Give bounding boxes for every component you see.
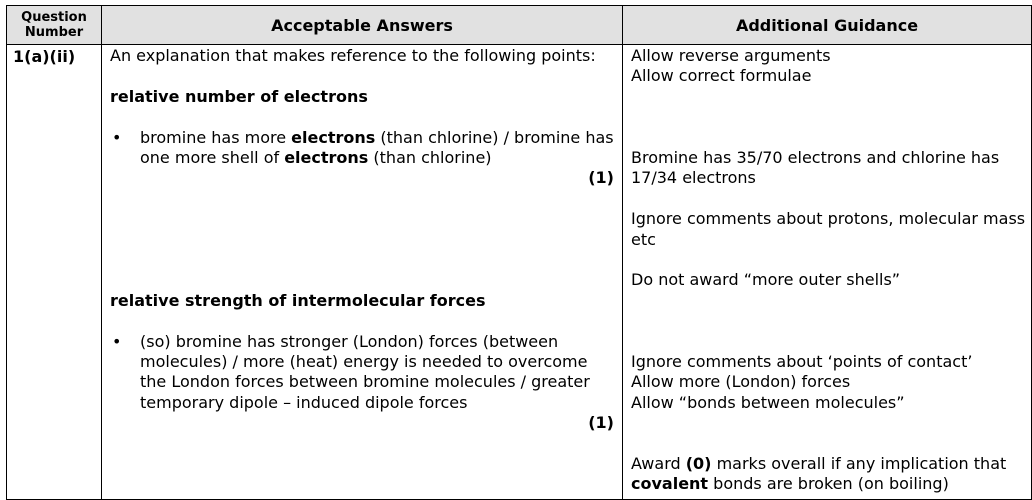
question-number-header-line2: Number [24, 25, 84, 40]
bullet1-text-1: bromine has more [140, 127, 292, 147]
answer-intro: An explanation that makes reference to the following points: [110, 46, 596, 65]
bullet-dot: • [112, 331, 122, 351]
award-bold-covalent: covalent [631, 474, 709, 494]
answer-heading-forces: relative strength of intermolecular forces [110, 290, 486, 310]
acceptable-answers-header: Acceptable Answers [102, 6, 623, 45]
bullet1-bold-electrons-1: electrons [291, 127, 376, 147]
guidance-electron-counts: Bromine has 35/70 electrons and chlorine has 17/34 electrons [631, 147, 1000, 188]
question-number-header-line1: Question [21, 10, 87, 25]
mark-scheme-table [6, 5, 1032, 500]
question-row [7, 45, 1032, 500]
answer-bullet-electrons [110, 128, 614, 169]
mark-1: (1) [588, 168, 614, 188]
guidance-correct-formulae: Allow correct formulae [631, 66, 812, 86]
guidance-reverse-arguments: Allow reverse arguments [631, 46, 831, 65]
award-text-2: marks overall if any implication that [711, 453, 1007, 473]
guidance-award-zero [631, 454, 1029, 495]
guidance-more-london-forces: Allow more (London) forces [631, 372, 851, 392]
question-number-cell: 1(a)(ii) [7, 45, 102, 500]
answer-bullet-forces [110, 332, 614, 414]
award-bold-zero: (0) [685, 453, 712, 473]
bullet-dot: • [112, 127, 122, 147]
additional-guidance-header: Additional Guidance [623, 6, 1032, 45]
award-text-1: Award [631, 453, 686, 473]
guidance-points-of-contact: Ignore comments about ‘points of contact’ [631, 351, 973, 371]
award-text-3: bonds are broken (on boiling) [708, 474, 949, 494]
bullet1-text-3: (than chlorine) [368, 148, 492, 167]
header-row [7, 6, 1032, 45]
additional-guidance-cell [623, 45, 1032, 500]
question-number-header [7, 6, 102, 45]
answer-heading-electrons: relative number of electrons [110, 86, 368, 106]
guidance-bonds-between-molecules: Allow “bonds between molecules” [631, 392, 905, 412]
bullet2-text: (so) bromine has stronger (London) forces (between molecules) / more (heat) energy is needed to overcome the London forces between bromine molecules / greater temporary dipole – induced dipole forces [140, 331, 590, 412]
acceptable-answers-cell [102, 45, 623, 500]
mark-2: (1) [588, 413, 614, 433]
bullet1-text-2: (than chlorine) / bromine has one more shell of [140, 127, 614, 167]
bullet1-bold-electrons-2: electrons [284, 148, 369, 167]
guidance-ignore-protons: Ignore comments about protons, molecular mass etc [631, 209, 1026, 249]
guidance-outer-shells: Do not award “more outer shells” [631, 270, 901, 290]
